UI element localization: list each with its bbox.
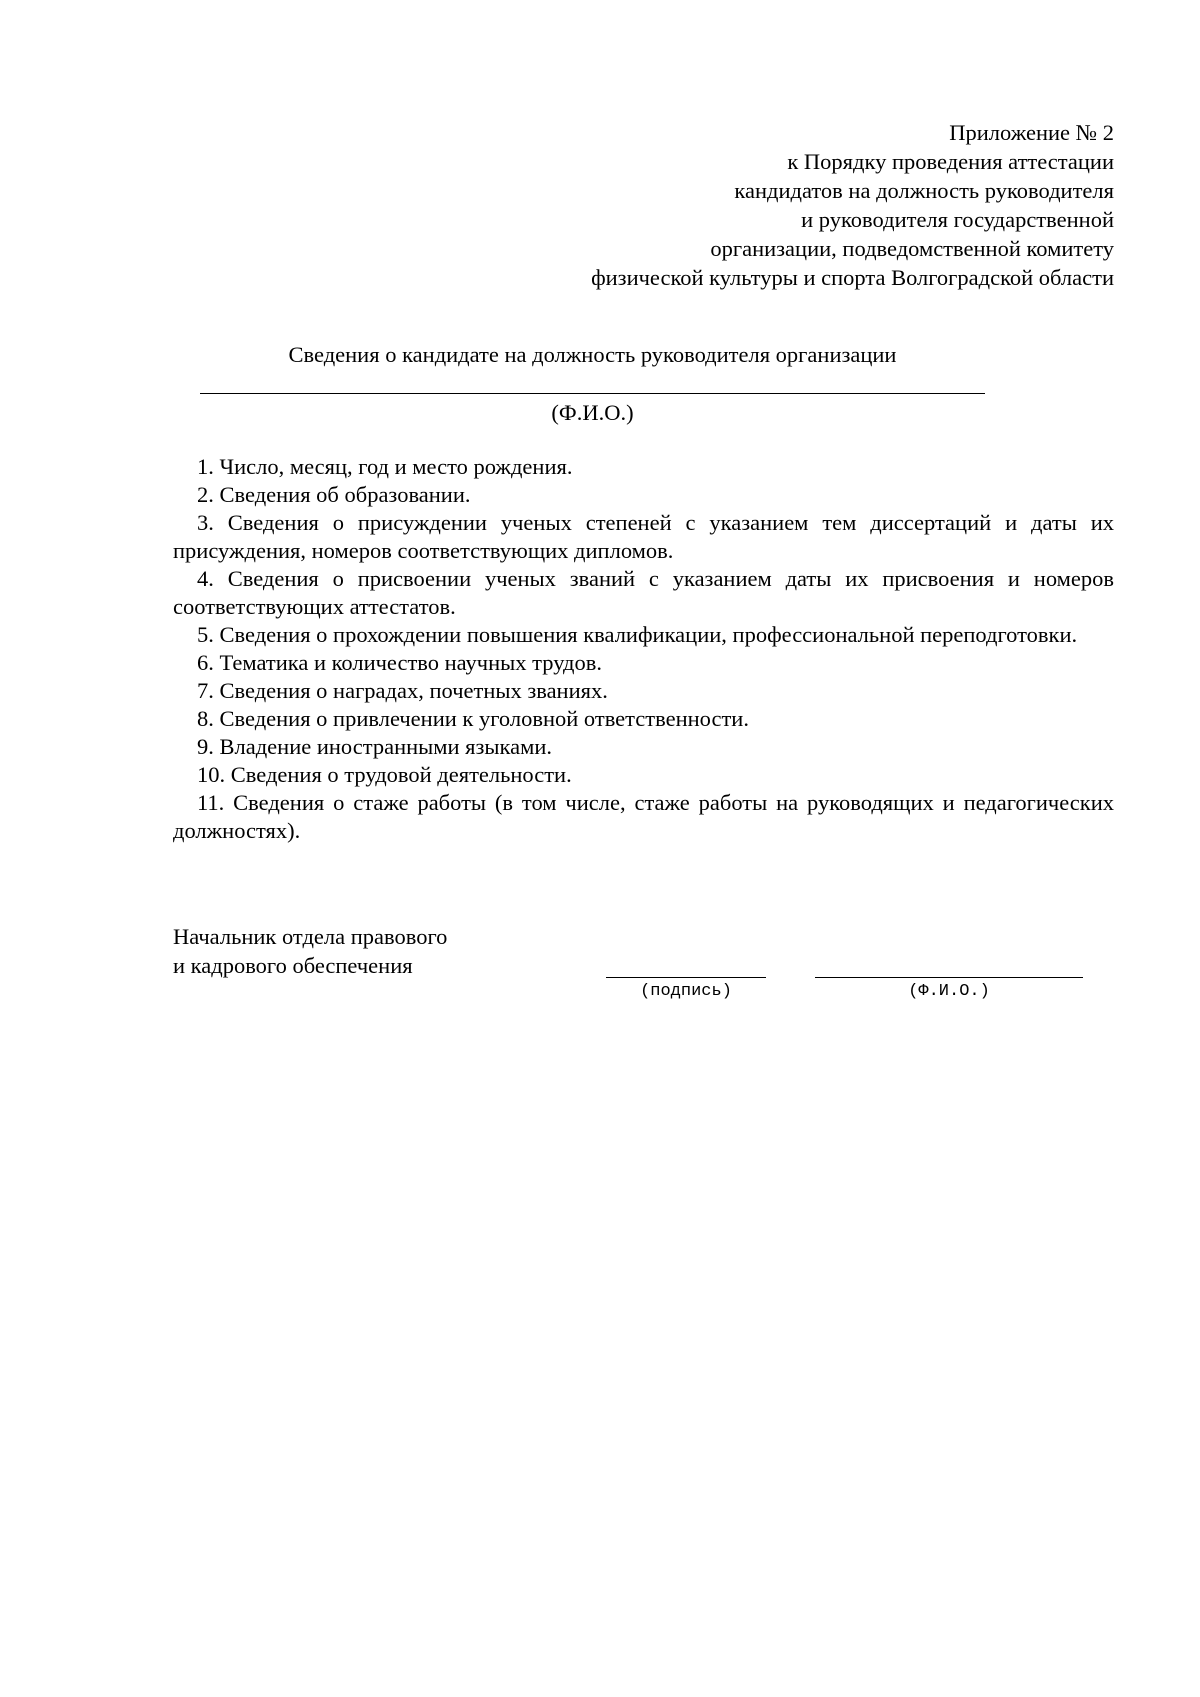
signatory-title-line: Начальник отдела правового bbox=[173, 924, 448, 949]
list-item: 2. Сведения об образовании. bbox=[197, 482, 471, 507]
signature-fill-line bbox=[606, 977, 766, 978]
appendix-line: Приложение № 2 bbox=[949, 120, 1114, 145]
appendix-header bbox=[414, 118, 1114, 292]
appendix-line: физической культуры и спорта Волгоградской области bbox=[591, 265, 1114, 290]
signatory-title bbox=[173, 922, 447, 980]
list-item: 1. Число, месяц, год и место рождения. bbox=[197, 454, 573, 479]
name-fill-line bbox=[815, 977, 1083, 978]
list-item: 8. Сведения о привлечении к уголовной ответственности. bbox=[197, 706, 749, 731]
fio-caption: (Ф.И.О.) bbox=[551, 400, 634, 425]
list-item: 5. Сведения о прохождении повышения квалификации, профессиональной переподготовки. bbox=[197, 622, 1078, 647]
list-item: 7. Сведения о наградах, почетных званиях. bbox=[197, 678, 608, 703]
list-item: 10. Сведения о трудовой деятельности. bbox=[197, 762, 572, 787]
list-item: 3. Сведения о присуждении ученых степеней с указанием тем диссертаций и даты их присуждения, номеров соответствующих дипломов. bbox=[173, 510, 1114, 563]
fio-fill-line bbox=[200, 393, 985, 394]
appendix-line: и руководителя государственной bbox=[801, 207, 1114, 232]
list-item: 9. Владение иностранными языками. bbox=[197, 734, 553, 759]
signature-caption: (подпись) bbox=[640, 982, 732, 1001]
list-item: 6. Тематика и количество научных трудов. bbox=[197, 650, 602, 675]
document-title: Сведения о кандидате на должность руководителя организации bbox=[288, 342, 897, 367]
appendix-line: кандидатов на должность руководителя bbox=[734, 178, 1114, 203]
list-item: 11. Сведения о стаже работы (в том числе, стаже работы на руководящих и педагогических должностях). bbox=[173, 790, 1114, 843]
appendix-line: к Порядку проведения аттестации bbox=[787, 149, 1114, 174]
name-caption: (Ф.И.О.) bbox=[908, 982, 990, 1001]
items-list bbox=[173, 453, 1114, 845]
list-item: 4. Сведения о присвоении ученых званий с указанием даты их присвоения и номеров соответствующих аттестатов. bbox=[173, 566, 1114, 619]
appendix-line: организации, подведомственной комитету bbox=[710, 236, 1114, 261]
signatory-title-line: и кадрового обеспечения bbox=[173, 953, 413, 978]
